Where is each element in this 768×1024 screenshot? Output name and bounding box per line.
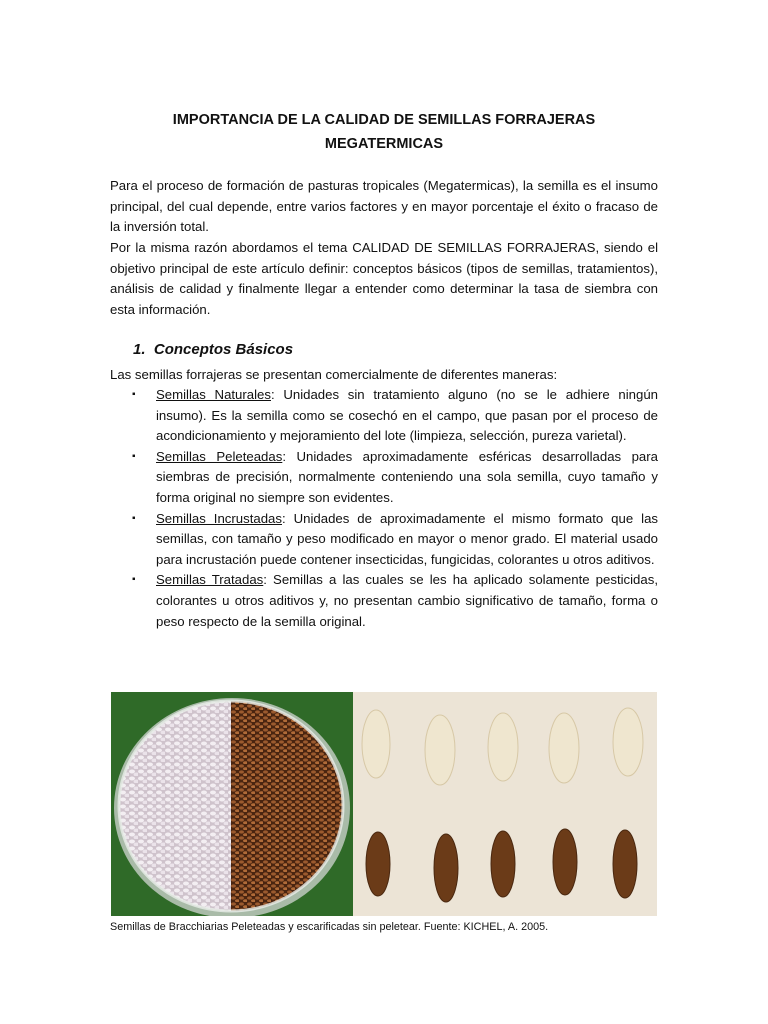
section-title: Conceptos Básicos xyxy=(153,341,294,358)
section-heading xyxy=(133,341,293,358)
coated-vs-raw-seeds-photo xyxy=(353,692,657,916)
list-item-term: Semillas Tratadas xyxy=(156,572,264,588)
petri-dish-photo xyxy=(111,692,353,916)
bullet-icon: ▪ xyxy=(132,450,136,462)
list-item-term: Semillas Naturales xyxy=(156,387,271,402)
bullet-icon: ▪ xyxy=(132,389,136,400)
list-item-text: : Unidades aproximadamente esféricas desarrolladas para siembras de precisión, normalmente conteniendo una sola semilla, cuyo tamaño y forma original no siempre son evidentes. xyxy=(156,448,658,505)
list-item xyxy=(110,447,658,509)
title-line-1: IMPORTANCIA DE LA CALIDAD DE SEMILLAS FORRAJERAS xyxy=(172,112,596,128)
bullet-icon: ▪ xyxy=(132,512,136,524)
list-item xyxy=(110,570,658,632)
bullet-icon: ▪ xyxy=(132,574,136,586)
title-line-2: MEGATERMICAS xyxy=(324,136,444,152)
petri-dish-illustration xyxy=(111,692,353,916)
list-item xyxy=(110,385,658,447)
seed-photo-figure xyxy=(111,692,657,916)
list-item-text: : Unidades de aproximadamente el mismo formato que las semillas, con tamaño y peso modificado en mayor o menor grado. El material usado para incrustación puede contener insecticidas, fungicidas, colorantes u otros aditivos. xyxy=(156,510,658,567)
figure-caption: Semillas de Bracchiarias Peleteadas y escarificadas sin peletear. Fuente: KICHEL, A. 2005. xyxy=(110,921,549,933)
list-item-term: Semillas Incrustadas xyxy=(156,510,282,526)
document-title xyxy=(110,108,658,156)
paragraph-1: Para el proceso de formación de pasturas tropicales (Megatermicas), la semilla es el insumo principal, del cual depende, entre varios factores y en mayor porcentaje el éxito o fracaso de la inversión total. xyxy=(110,178,658,235)
list-item-term: Semillas Peleteadas xyxy=(156,448,283,464)
seed-rows-illustration xyxy=(353,692,657,916)
section-number: 1. xyxy=(133,341,146,358)
section-intro: Las semillas forrajeras se presentan comercialmente de diferentes maneras: xyxy=(110,367,558,382)
list-item-text: : Unidades sin tratamiento alguno (no se le adhiere ningún insumo). Es la semilla como se cosechó en el campo, que pasan por el proceso de acondicionamiento y mejoramiento del lote (limpieza, selección, pureza varietal). xyxy=(156,387,658,444)
list-item-text: : Semillas a las cuales se les ha aplicado solamente pesticidas, colorantes u otros aditivos y, no presentan cambio significativo de tamaño, forma o peso respecto de la semilla original. xyxy=(156,572,658,629)
paragraph-2: Por la misma razón abordamos el tema CALIDAD DE SEMILLAS FORRAJERAS, siendo el objetivo principal de este artículo definir: conceptos básicos (tipos de semillas, tratamientos), análisis de calidad y finalmente llegar a entender como determinar la tasa de siembra con esta información. xyxy=(110,240,658,317)
seed-types-list xyxy=(110,385,658,632)
list-item xyxy=(110,509,658,571)
